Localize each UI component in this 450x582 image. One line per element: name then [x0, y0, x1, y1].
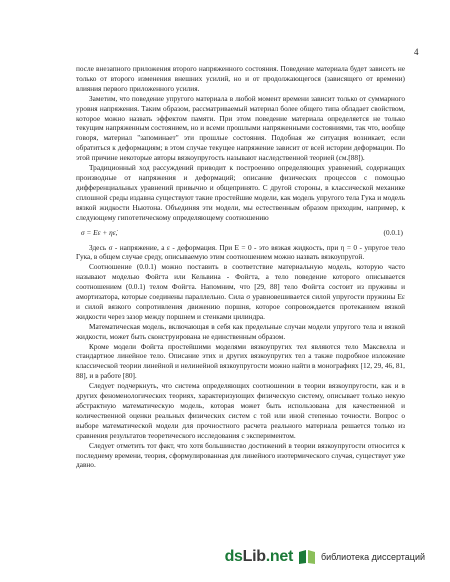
watermark[interactable] — [225, 548, 425, 566]
equation-number: (0.0.1) — [383, 227, 403, 237]
paragraph: Кроме модели Фойгта простейшими моделями вязкоупругих тел являются тело Максвелла и стандартное линейное тело. Описание этих и других вязкоупругих тел а также подробное изложение классической теории линейной и нелинейной вязкоупругости можно найти в монографиях [12, 29, 46, 81, 88], и в работе [80]. — [76, 341, 405, 381]
paragraph: Здесь σ - напряжение, а ε - деформация. При E = 0 - это вязкая жидкость, при η = 0 - упругое тело Гука, в общем случае среду, описываемую этим соотношением можно назвать вязкоупругой. — [76, 242, 405, 262]
watermark-caption: библиотека диссертаций — [320, 552, 425, 562]
paragraph: Математическая модель, включающая в себя как предельные случаи модели упругого тела и вязкой жидкости, может быть сконструирована не единственным образом. — [76, 321, 405, 341]
equation-expression: σ = Eε + ηε̇, — [81, 227, 118, 237]
page-number: 4 — [414, 47, 419, 57]
paragraph: Следует подчеркнуть, что система определяющих соотношении в теории вязкоупругости, как и в других феноменологических теориях, характеризующих физическую систему, описывает только некую абстрактную математическую модель, которая может быть использована для качественной и количественной оценки реальных физических систем с той или иной степенью точности. Вопрос о выборе математической модели для прочностного расчета реального материала решается только из сравнения результатов теоретического исследования с экспериментом. — [76, 381, 405, 440]
paragraph: Традиционный ход рассуждений приводит к построению определяющих уравнений, содержащих производные от напряжения и деформаций; описание физических процессов с помощью дифференциальных уравнений привычно и общепринято. С другой стороны, в классической механике сплошной среды издавна существуют такие простейшие модели, как модель упругого тела Гука и модель вязкой жидкости Ньютона. Объединяя эти модели, мы естественным образом приходим, например, к следующему гипотетическому определяющему соотношению — [76, 163, 405, 222]
paragraph: Заметим, что поведение упругого материала в любой момент времени зависит только от суммарного уровня напряжения. Таким образом, рассматриваемый материал более общего типа обладает свойством, которое можно назвать эффектом памяти. При этом поведение материала определяется не только текущим напряженным состоянием, но и всеми прошлыми напряженными состояниями, так что, вообще говоря, материал "запоминает" эти прошлые состояния. Подобная же ситуация возникает, если обратиться к деформациям; в этом случае текущее напряжение зависит от всей истории деформации. По этой причине некоторые авторы вязкоупругость называют наследственной теорией (см.[88]). — [76, 93, 405, 163]
paragraph: Следует отметить тот факт, что хотя большинство достижений в теории вязкоупругости относится к последнему времени, теория, сформулированная для линейного изотермического случая, существует уже давно. — [76, 440, 405, 470]
watermark-logo: dsLib.net — [224, 548, 293, 565]
paragraph: после внезапного приложения второго напряженного состояния. Поведение материала будет зависеть не только от второго изменения внешних усилий, но и от продолжающегося (зависящего от времени) влияния первого приложенного усилия. — [76, 64, 405, 93]
document-body — [76, 64, 405, 470]
footer — [0, 540, 450, 582]
paragraph: Соотношение (0.0.1) можно поставить в соответствие материальную модель, которую часто называют моделью Фойгта или Кельвина - Фойгта, а тело поведение которого описывается соотношением (0.0.1) телом Фойгта. Напомним, что [29, 88] тело Фойгта состоит из пружины и амортизатора, которые соединены параллельно. Сила σ уравновешивается силой упругости пружины Eε и силой вязкого сопротивления движению поршня, которое сопровождается протеканием вязкой жидкости через зазор между поршнем и стенками цилиндра. — [76, 262, 405, 321]
equation — [76, 227, 405, 239]
book-icon — [297, 548, 317, 566]
